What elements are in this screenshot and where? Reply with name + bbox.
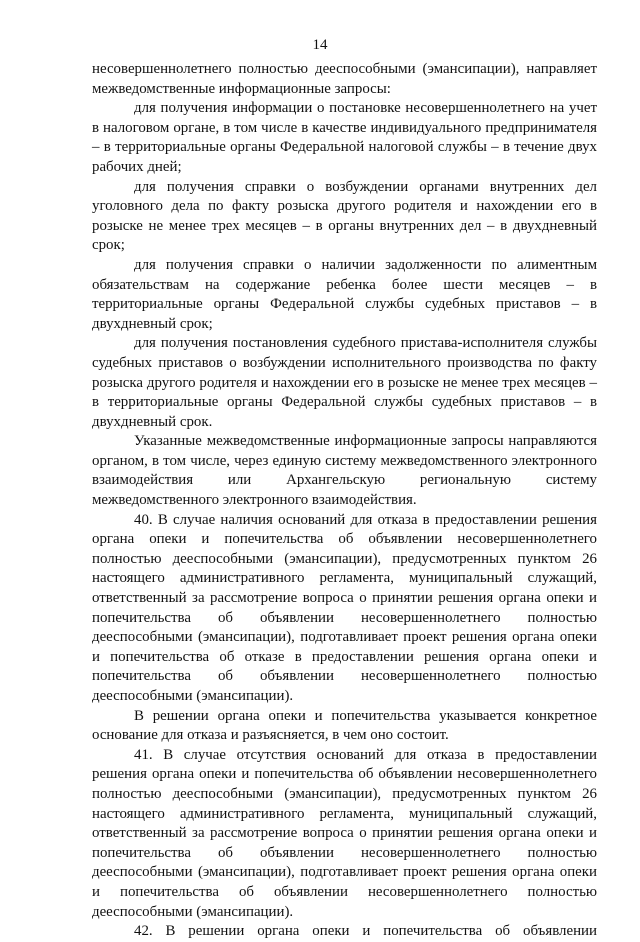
paragraph-tax-request: для получения информации о постановке несовершеннолетнего на учет в налоговом органе, в том числе в качестве индивидуального предпринимателя – в территориальные органы Федеральной налоговой службы – в течение двух рабочих дней; — [92, 100, 597, 175]
paragraph-clause-40: 40. В случае наличия оснований для отказа в предоставлении решения органа опеки и попечительства об объявлении несовершеннолетнего полностью дееспособными (эмансипации), предусмотренных пунктом 26 настоящего административного регламента, муниципальный служащий, ответственный за рассмотрение вопроса о принятии решения органа опеки и попечительства об объявлении несовершеннолетнего полностью дееспособными (эмансипации), подготавливает проект решения органа опеки и попечительства об отказе в предоставлении решения органа опеки и попечительства об объявлении несовершеннолетнего полностью дееспособными (эмансипации). — [92, 511, 597, 704]
paragraph-alimony-request: для получения справки о наличии задолженности по алиментным обязательствам на содержание ребенка более шести месяцев – в территориальные органы Федеральной службы судебных приставов – в двухдневный срок; — [92, 256, 597, 332]
page-number: 14 — [312, 37, 328, 53]
paragraph-requests-channel: Указанные межведомственные информационные запросы направляются органом, в том числе, через единую систему межведомственного электронного взаимодействия или Архангельскую региональную систему межведомственного электронного взаимодействия. — [92, 433, 597, 509]
paragraph-bailiff-request: для получения постановления судебного пристава-исполнителя службы судебных приставов о возбуждении исполнительного производства по факту розыска другого родителя и нахождении его в розыске не менее трех месяцев – в территориальные органы Федеральной службы судебных приставов – в двухдневный срок. — [92, 335, 597, 430]
paragraph-clause-41: 41. В случае отсутствия оснований для отказа в предоставлении решения органа опеки и попечительства об объявлении несовершеннолетнего полностью дееспособными (эмансипации), предусмотренных пунктом 26 настоящего административного регламента, муниципальный служащий, ответственный за рассмотрение вопроса о принятии решения органа опеки и попечительства об объявлении несовершеннолетнего полностью дееспособными (эмансипации), подготавливает проект решения органа опеки и попечительства об объявлении несовершеннолетнего полностью дееспособными (эмансипации). — [92, 746, 597, 920]
paragraph-intro: несовершеннолетнего полностью дееспособными (эмансипации), направляет межведомственные информационные запросы: — [92, 61, 597, 97]
paragraph-refusal-grounds: В решении органа опеки и попечительства указывается конкретное основание для отказа и разъясняется, в чем оно состоит. — [92, 707, 597, 744]
document-body — [92, 60, 597, 942]
paragraph-clause-42: 42. В решении органа опеки и попечительства об объявлении — [134, 923, 597, 940]
paragraph-police-request: для получения справки о возбуждении органами внутренних дел уголовного дела по факту розыска другого родителя и нахождении его в розыске не менее трех месяцев – в органы внутренних дел – в двухдневный срок; — [92, 178, 597, 254]
